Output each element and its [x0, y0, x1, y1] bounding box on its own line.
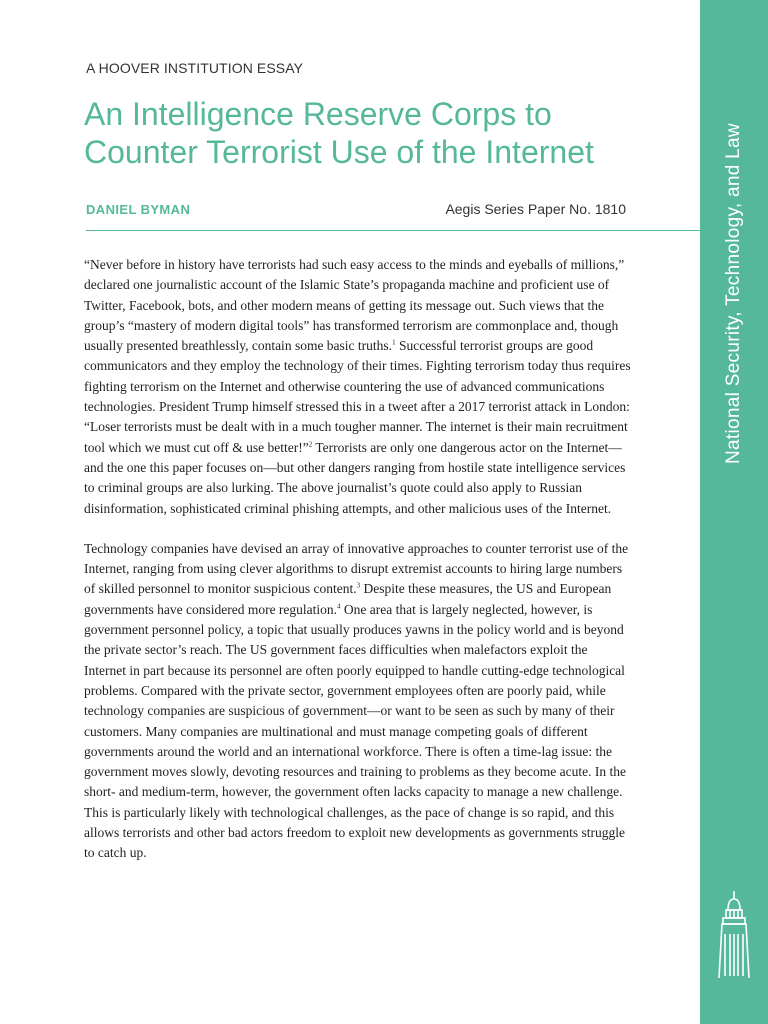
title-line-2: Counter Terrorist Use of the Internet [84, 134, 594, 170]
header-divider [86, 230, 700, 231]
paragraph-2-text-a: Technology companies have devised an array of innovative approaches to counter terrorist use of the Internet, ranging from using clever algorithms to disrupt extremist accounts to hiring large numbers of skilled personnel to monitor suspicious content. [84, 540, 629, 597]
title-line-1: An Intelligence Reserve Corps to [84, 96, 552, 132]
footnote-ref-1[interactable]: 1 [392, 338, 396, 347]
page-title [84, 95, 684, 171]
series-number: Aegis Series Paper No. 1810 [445, 201, 626, 217]
author-name: DANIEL BYMAN [86, 201, 191, 217]
hoover-tower-icon [714, 890, 754, 980]
paragraph-2 [84, 539, 632, 864]
footnote-ref-3[interactable]: 3 [356, 581, 361, 590]
paragraph-1 [84, 255, 632, 519]
sidebar-band [700, 0, 768, 1024]
footnote-ref-2[interactable]: 2 [308, 440, 313, 449]
paragraph-1-text-a: “Never before in history have terrorists had such easy access to the minds and eyeballs of millions,” declared one journalistic account of the Islamic State’s propaganda machine and proficient use of Twitter, Facebook, bots, and other modern means of getting its message out. Such views that the group’s “mastery of modern digital tools” has transformed terrorism are commonplace and, though usually presented breathlessly, contain some basic truths. [84, 257, 625, 354]
paragraph-2-text-b: Despite these measures, the US and European governments have considered more regulation. [84, 581, 612, 617]
paragraph-2-text-c: One area that is largely neglected, however, is government personnel policy, a topic that usually produces yawns in the policy world and is beyond the private sector’s reach. The US government faces difficulties when malefactors exploit the Internet in part because its personnel are often poorly equipped to handle cutting-edge technological problems. Compared with the private sector, government employees often are poorly paid, while technology companies are suspicious of government—or want to be seen as such by many of their customers. Many companies are multinational and must manage competing goals of different governments around the world and an international workforce. There is often a time-lag issue: the government moves slowly, devoting resources and training to problems as they become acute. In the short- and medium-term, however, the government often lacks capacity to manage a new challenge. This is particularly likely with technological challenges, as the pace of change is so rapid, and this allows terrorists and other bad actors freedom to exploit new developments as governments struggle to catch up. [84, 601, 626, 861]
article-body [84, 255, 632, 884]
essay-eyebrow: A HOOVER INSTITUTION ESSAY [86, 60, 304, 76]
series-label: National Security, Technology, and Law [723, 123, 744, 464]
paragraph-1-text-b: Successful terrorist groups are good communicators and they employ the technology of their times. Fighting terrorism today thus requires fighting terrorism on the Internet and otherwise countering the use of advanced communications technologies. President Trump himself stressed this in a tweet after a 2017 terrorist attack in London: “Loser terrorists must be dealt with in a much tougher manner. The internet is their main recruitment tool which we must cut off & use better!” [84, 338, 631, 455]
footnote-ref-4[interactable]: 4 [337, 602, 341, 611]
byline [86, 201, 626, 217]
paragraph-1-text-c: Terrorists are only one dangerous actor on the Internet—and the one this paper focuses on—but other dangers ranging from hostile state intelligence services to criminal groups are also lurking. The above journalist’s quote could also apply to Russian disinformation, sophisticated criminal phishing attempts, and other malicious uses of the Internet. [84, 439, 626, 516]
